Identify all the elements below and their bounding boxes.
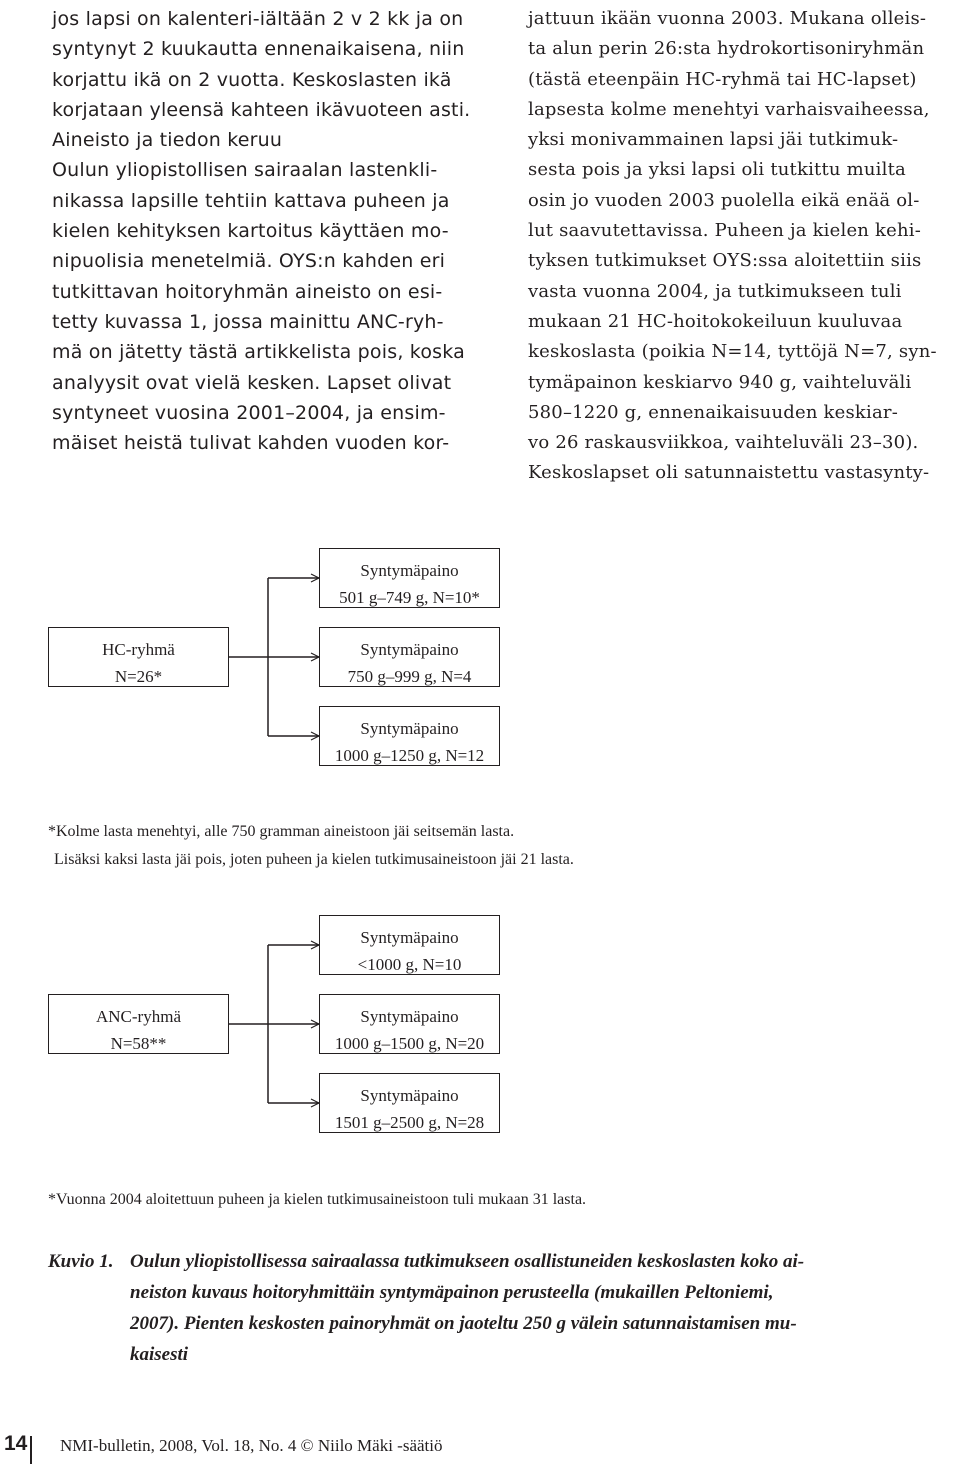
anc-subgroup-box bbox=[319, 915, 500, 975]
text-line: mäiset heistä tulivat kahden vuoden kor- bbox=[52, 432, 450, 455]
subgroup-range: 1000 g–1500 g, N=20 bbox=[334, 1034, 485, 1053]
subgroup-label: Syntymäpaino bbox=[360, 719, 459, 738]
figure-caption bbox=[48, 1246, 956, 1370]
hc-subgroup-box bbox=[319, 706, 500, 766]
subgroup-label: Syntymäpaino bbox=[360, 561, 459, 580]
group-count: N=58** bbox=[110, 1034, 167, 1053]
subgroup-label: Syntymäpaino bbox=[360, 928, 459, 947]
group-count: N=26* bbox=[114, 667, 163, 686]
footnote-line: *Vuonna 2004 aloitettuun puheen ja kielen tutkimusaineistoon tuli mukaan 31 lasta. bbox=[48, 1191, 587, 1208]
hc-group-box bbox=[48, 627, 229, 687]
anc-subgroup-box bbox=[319, 994, 500, 1054]
anc-subgroup-box bbox=[319, 1073, 500, 1133]
caption-line: Oulun yliopistollisessa sairaalassa tutkimukseen osallistuneiden keskoslasten koko ai- bbox=[130, 1251, 805, 1272]
text-line: osin jo vuoden 2003 puolella eikä enää ol- bbox=[528, 189, 920, 211]
text-line: kielen kehityksen kartoitus käyttäen mo- bbox=[52, 220, 449, 243]
text-line: lapsesta kolme menehtyi varhaisvaiheessa, bbox=[528, 98, 930, 120]
caption-text bbox=[130, 1246, 956, 1370]
page-number: 14 bbox=[4, 1432, 28, 1455]
hc-footnote bbox=[48, 818, 574, 874]
caption-line: kaisesti bbox=[130, 1344, 189, 1365]
text-line: sesta pois ja yksi lapsi oli tutkittu muilta bbox=[528, 159, 906, 181]
page-footer bbox=[0, 1430, 960, 1462]
text-line: korjattu ikä on 2 vuotta. Keskoslasten ikä bbox=[52, 68, 452, 91]
caption-line: neiston kuvaus hoitoryhmittäin syntymäpainon perusteella (mukaillen Peltoniemi, bbox=[130, 1282, 774, 1303]
footnote-line: Lisäksi kaksi lasta jäi pois, joten puheen ja kielen tutkimusaineistoon jäi 21 lasta. bbox=[54, 851, 574, 868]
text-line: analyysit ovat vielä kesken. Lapset olivat bbox=[52, 371, 452, 394]
subgroup-range: 750 g–999 g, N=4 bbox=[347, 667, 472, 686]
text-line: (tästä eteenpäin HC-ryhmä tai HC-lapset) bbox=[528, 68, 917, 90]
anc-group-box bbox=[48, 994, 229, 1054]
caption-line: 2007). Pienten keskosten painoryhmät on jaoteltu 250 g välein satunnaistamisen mu- bbox=[130, 1313, 797, 1334]
group-name: ANC-ryhmä bbox=[96, 1007, 181, 1026]
journal-citation: NMI-bulletin, 2008, Vol. 18, No. 4 © Niilo Mäki -säätiö bbox=[60, 1436, 443, 1455]
text-line: lut saavutettavissa. Puheen ja kielen kehi- bbox=[528, 220, 922, 242]
subgroup-label: Syntymäpaino bbox=[360, 640, 459, 659]
text-line: syntynyt 2 kuukautta ennenaikaisena, niin bbox=[52, 38, 465, 61]
subgroup-range: 501 g–749 g, N=10* bbox=[339, 588, 480, 607]
text-line: ta alun perin 26:sta hydrokortisoniryhmän bbox=[528, 38, 925, 60]
subgroup-range: 1501 g–2500 g, N=28 bbox=[334, 1113, 485, 1132]
text-line: tetty kuvassa 1, jossa mainittu ANC-ryh- bbox=[52, 310, 444, 333]
text-line: vo 26 raskausviikkoa, vaihteluväli 23–30). bbox=[528, 432, 919, 454]
text-line: tutkittavan hoitoryhmän aineisto on esi- bbox=[52, 280, 443, 303]
text-line: korjataan yleensä kahteen ikävuoteen asti. bbox=[52, 98, 471, 121]
group-name: HC-ryhmä bbox=[102, 640, 175, 659]
text-line: nipuolisia menetelmiä. OYS:n kahden eri bbox=[52, 250, 446, 273]
text-line: Oulun yliopistollisen sairaalan lastenkli- bbox=[52, 159, 438, 182]
text-line: vasta vuonna 2004, ja tutkimukseen tuli bbox=[528, 280, 902, 302]
text-line: keskoslasta (poikia N=14, tyttöjä N=7, syn- bbox=[528, 341, 937, 363]
anc-connector-lines bbox=[229, 945, 319, 1103]
anc-footnote bbox=[48, 1186, 586, 1214]
subgroup-label: Syntymäpaino bbox=[360, 1007, 459, 1026]
text-line: mä on jätetty tästä artikkelista pois, koska bbox=[52, 341, 465, 364]
subgroup-range: <1000 g, N=10 bbox=[357, 955, 462, 974]
text-line: syntyneet vuosina 2001–2004, ja ensim- bbox=[52, 401, 446, 424]
text-line: jos lapsi on kalenteri-iältään 2 v 2 kk ja on bbox=[52, 8, 464, 30]
text-line: tymäpainon keskiarvo 940 g, vaihteluväli bbox=[528, 371, 912, 393]
text-line: tyksen tutkimukset OYS:ssa aloitettiin siis bbox=[528, 250, 922, 272]
hc-connector-lines bbox=[229, 578, 319, 736]
section-heading: Aineisto ja tiedon keruu bbox=[52, 129, 283, 152]
hc-subgroup-box bbox=[319, 548, 500, 608]
text-line: nikassa lapsille tehtiin kattava puheen ja bbox=[52, 189, 450, 212]
text-line: jattuun ikään vuonna 2003. Mukana olleis- bbox=[528, 8, 927, 29]
footnote-line: *Kolme lasta menehtyi, alle 750 gramman aineistoon jäi seitsemän lasta. bbox=[48, 823, 515, 840]
text-line: mukaan 21 HC-hoitokokeiluun kuuluvaa bbox=[528, 310, 903, 332]
subgroup-range: 1000 g–1250 g, N=12 bbox=[334, 746, 485, 765]
text-line: 580–1220 g, ennenaikaisuuden keskiar- bbox=[528, 401, 899, 423]
caption-label: Kuvio 1. bbox=[48, 1251, 114, 1272]
text-line: yksi monivammainen lapsi jäi tutkimuk- bbox=[528, 129, 899, 151]
text-line: Keskoslapset oli satunnaistettu vastasynty- bbox=[528, 462, 930, 484]
hc-subgroup-box bbox=[319, 627, 500, 687]
subgroup-label: Syntymäpaino bbox=[360, 1086, 459, 1105]
